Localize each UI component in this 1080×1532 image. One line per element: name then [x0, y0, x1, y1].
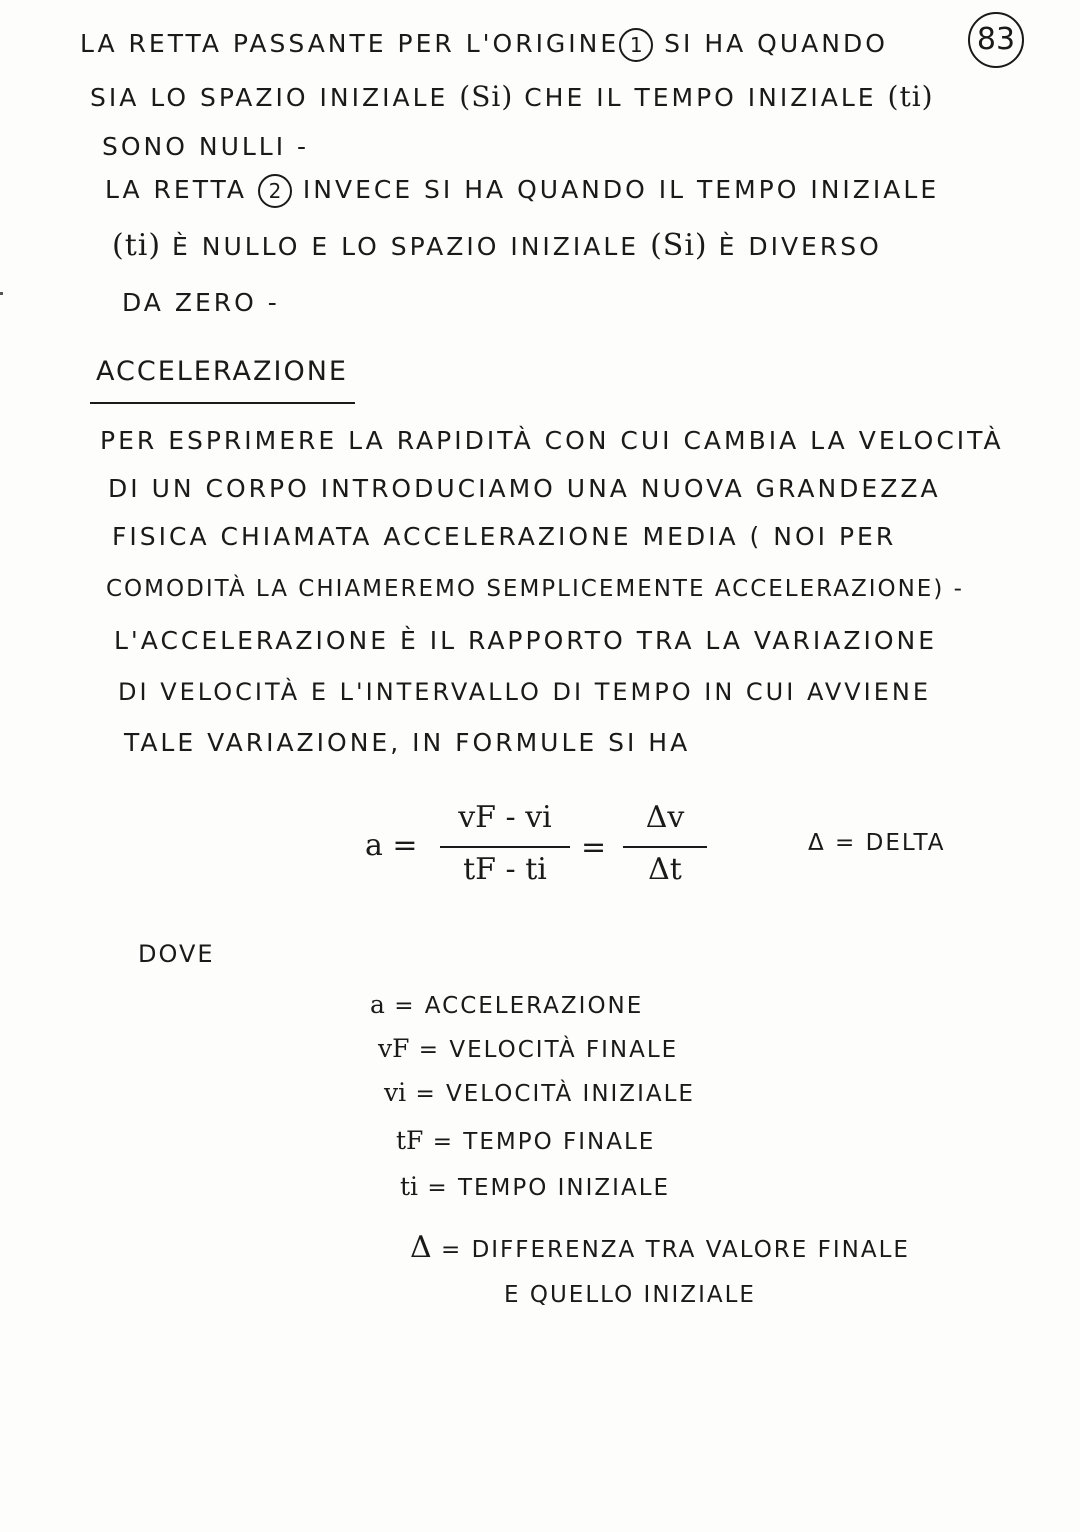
circled-number-2: 2 [258, 174, 292, 208]
p1-line-2-text-a: SIA LO SPAZIO INIZIALE [90, 83, 449, 112]
definition-symbol: vi [384, 1078, 407, 1107]
definition-symbol: vF [378, 1034, 410, 1063]
definition-delta-continued: E QUELLO INIZIALE [504, 1282, 756, 1308]
formula-frac2-numerator: Δv [645, 800, 685, 835]
p2-line-2 [112, 228, 882, 263]
ti-symbol: (ti) [887, 80, 934, 113]
definition-text: = DIFFERENZA TRA VALORE FINALE [440, 1237, 910, 1263]
p2-line-2-text-b: È DIVERSO [718, 232, 882, 261]
definition-text: = TEMPO INIZIALE [427, 1175, 671, 1201]
body-line-1: PER ESPRIMERE LA RAPIDITÀ CON CUI CAMBIA LA VELOCITÀ [100, 426, 1004, 455]
formula-equals: = [581, 830, 607, 865]
definition-symbol: a [370, 990, 385, 1019]
definition-a [370, 990, 643, 1019]
delta-definition: Δ = DELTA [808, 830, 946, 856]
definition-tf [396, 1126, 655, 1155]
fraction-bar [623, 846, 707, 848]
definition-text: = ACCELERAZIONE [394, 993, 644, 1019]
dove-label: DOVE [138, 940, 215, 968]
section-heading: ACCELERAZIONE [96, 356, 348, 387]
definition-vi [384, 1078, 695, 1107]
p2-line-1 [105, 174, 939, 208]
definition-text: = VELOCITÀ INIZIALE [415, 1081, 695, 1107]
page-number: 83 [968, 12, 1024, 68]
p2-line-2-text-a: È NULLO E LO SPAZIO INIZIALE [172, 232, 640, 261]
p2-line-1-text-a: LA RETTA [105, 175, 247, 204]
p2-line-3: DA ZERO - [122, 288, 280, 317]
formula-fraction-2 [623, 800, 707, 887]
definition-ti [400, 1172, 670, 1201]
heading-underline [90, 402, 355, 404]
si-symbol: (Si) [459, 80, 514, 113]
definition-text: = VELOCITÀ FINALE [418, 1037, 679, 1063]
fraction-bar [440, 846, 570, 848]
definition-delta [410, 1230, 910, 1265]
definition-symbol: ti [400, 1172, 419, 1201]
definition-text: = TEMPO FINALE [432, 1129, 656, 1155]
formula-lhs: a = [365, 828, 418, 863]
circled-number-1: 1 [619, 28, 653, 62]
p1-line-2 [90, 80, 934, 113]
body-line-6: DI VELOCITÀ E L'INTERVALLO DI TEMPO IN CUI AVVIENE [118, 678, 932, 706]
definition-symbol: Δ [410, 1230, 432, 1265]
p1-line-1-text-b: SI HA QUANDO [664, 29, 888, 58]
formula-frac1-denominator: tF - ti [463, 852, 547, 887]
body-line-3: FISICA CHIAMATA ACCELERAZIONE MEDIA ( NOI PER [112, 522, 897, 551]
si-symbol: (Si) [650, 228, 708, 263]
body-line-7: TALE VARIAZIONE, IN FORMULE SI HA [124, 728, 691, 757]
acceleration-formula [365, 800, 725, 910]
p2-line-1-text-b: INVECE SI HA QUANDO IL TEMPO INIZIALE [302, 175, 940, 204]
definition-vf [378, 1034, 678, 1063]
p1-line-3: SONO NULLI - [102, 132, 310, 161]
p1-line-2-text-b: CHE IL TEMPO INIZIALE [524, 83, 877, 112]
formula-frac1-numerator: vF - vi [458, 800, 552, 835]
ti-symbol: (ti) [112, 228, 162, 263]
p1-line-1 [80, 28, 888, 62]
formula-frac2-denominator: Δt [648, 852, 682, 887]
body-line-4: COMODITÀ LA CHIAMEREMO SEMPLICEMENTE ACCELERAZIONE) - [106, 576, 964, 602]
definition-symbol: tF [396, 1126, 424, 1155]
edge-mark [0, 292, 3, 295]
formula-fraction-1 [440, 800, 570, 887]
body-line-5: L'ACCELERAZIONE È IL RAPPORTO TRA LA VARIAZIONE [114, 626, 938, 655]
body-line-2: DI UN CORPO INTRODUCIAMO UNA NUOVA GRANDEZZA [108, 474, 941, 503]
p1-line-1-text-a: LA RETTA PASSANTE PER L'ORIGINE [80, 29, 620, 58]
